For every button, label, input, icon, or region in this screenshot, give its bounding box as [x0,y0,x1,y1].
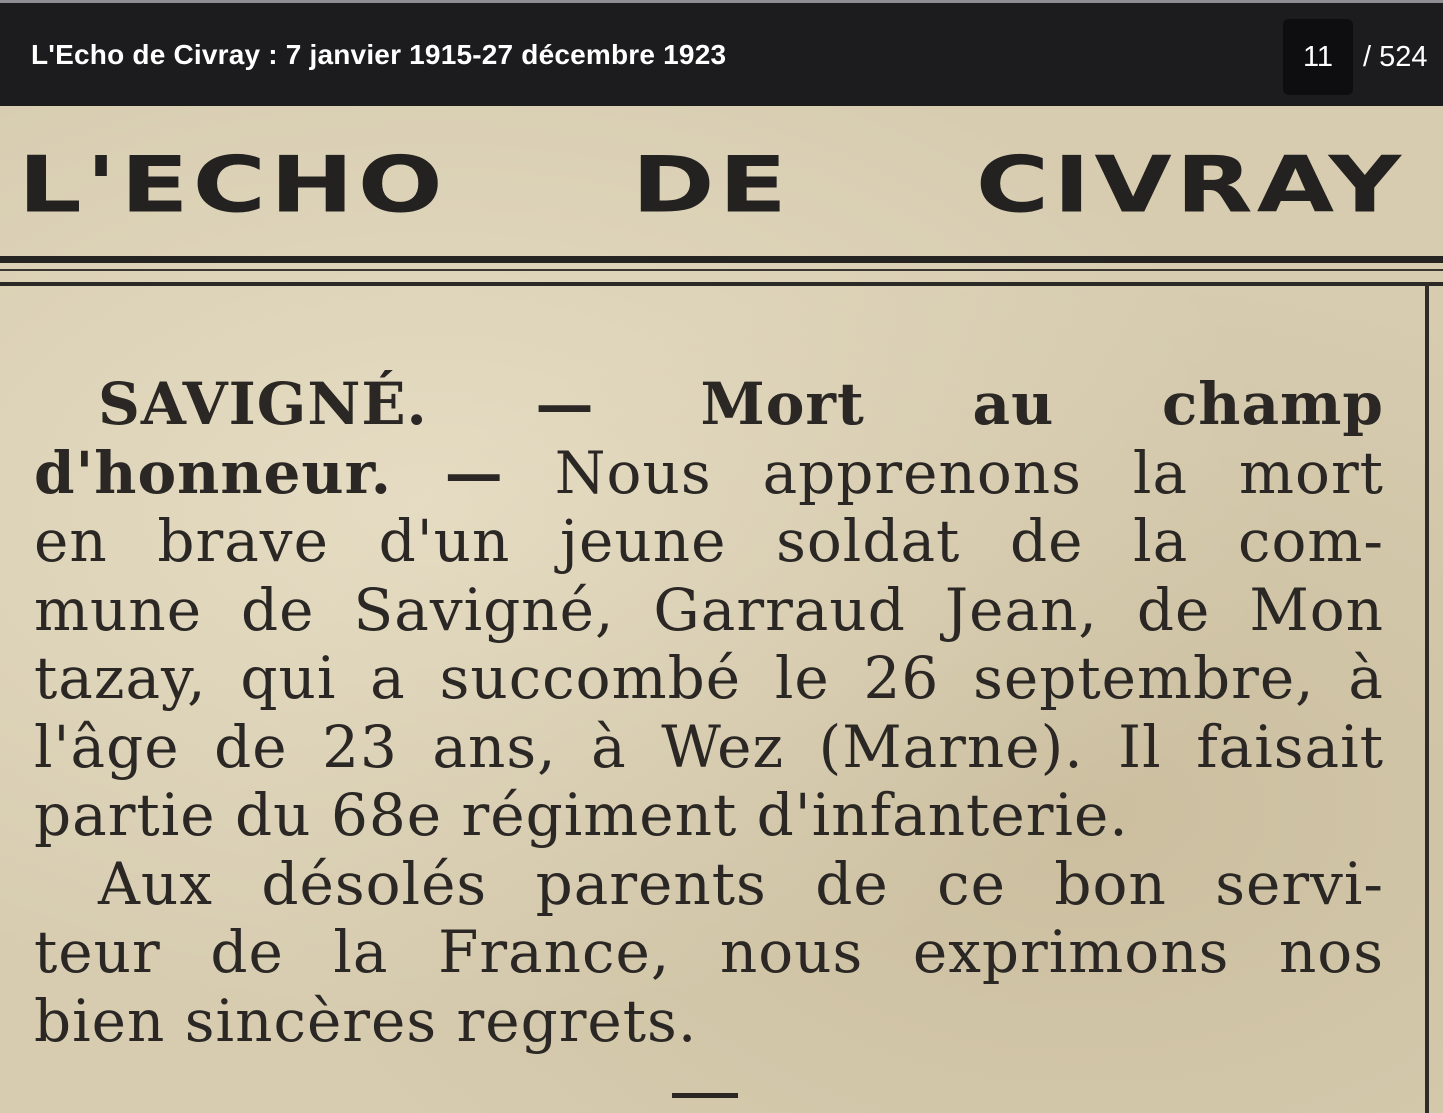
article-line: tazay, qui a succombé le 26 septembre, à [34,644,1384,712]
article-line: partie du 68e régiment d'infanterie. [34,781,1129,849]
article-line: l'âge de 23 ans, à Wez (Marne). Il faisait [34,712,1384,781]
article-line-text: Nous apprenons la mort [554,438,1384,507]
article-end-dash [672,1093,738,1098]
viewer-header [0,0,1443,106]
article-place: SAVIGNÉ. — [98,370,595,438]
article-line [34,439,1384,508]
article-line: Aux désolés parents de ce bon servi- [98,849,1384,918]
masthead-word: DE [631,138,791,231]
masthead-rule-thin [0,269,1443,271]
page-indicator [1283,19,1428,95]
masthead-word: L'ECHO [18,138,447,231]
article-heading: Mort au champ [700,370,1384,438]
article-line: mune de Savigné, Garraud Jean, de Mon [34,575,1384,644]
article-heading-end: d'honneur. — [34,438,504,507]
article-line: en brave d'un jeune soldat de la com- [34,507,1384,575]
article-line: teur de la France, nous exprimons nos [34,918,1384,986]
newspaper-masthead [0,138,1443,231]
newspaper-scan [0,106,1443,1113]
masthead-word: CIVRAY [975,138,1405,231]
document-title: L'Echo de Civray : 7 janvier 1915-27 décembre 1923 [31,39,727,70]
masthead-rule [0,256,1443,263]
column-top-rule [0,282,1443,286]
page-number-input[interactable] [1283,19,1353,95]
page-total: / 524 [1363,40,1428,73]
article-heading-line [34,370,1384,439]
article-line: bien sincères regrets. [34,986,698,1055]
column-border [1425,282,1429,1113]
article-text [34,370,1384,1055]
